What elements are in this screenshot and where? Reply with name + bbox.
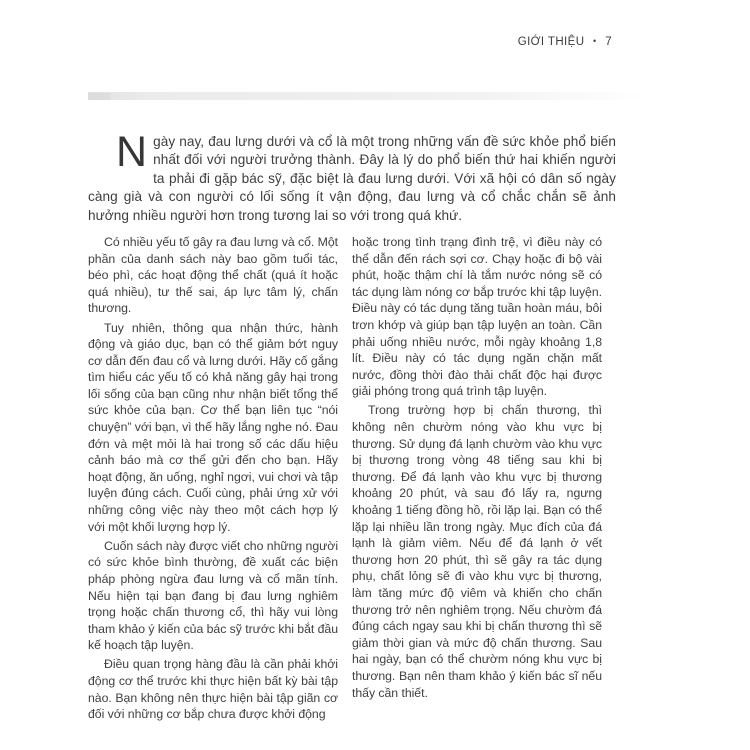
- section-title: GIỚI THIỆU: [517, 36, 585, 48]
- body-paragraph: Tuy nhiên, thông qua nhận thức, hành động và giáo dục, bạn có thể giảm bớt nguy cơ dẫn đến đau cổ và lưng dưới. Hãy cố gắng tìm hiểu các yếu tố có khả năng gây hại trong lối sống của bạn cũng như nhận biết tổng thể sức khỏe của bạn. Cơ thể bạn liên tục “nói chuyện” với bạn, vì thế hãy lắng nghe nó. Đau đớn và mệt mỏi là hai trong số các dấu hiệu cảnh báo mà cơ thể gửi đến cho bạn. Hãy hoạt động, ăn uống, nghỉ ngơi, vui chơi và tập luyện đúng cách. Cuối cùng, phải ứng xử với những công việc này theo một cách hợp lý với một khối lượng hợp lý.: [88, 320, 338, 534]
- intro-paragraph: [88, 128, 616, 225]
- page-number: 7: [605, 36, 612, 48]
- intro-text: gày nay, đau lưng dưới và cổ là một trong những vấn đề sức khỏe phổ biến nhất đối với người trưởng thành. Đây là lý do phổ biến thứ hai khiến người ta phải đi gặp bác sỹ, đặc biệt là đau lưng dưới. Với xã hội có dân số ngày càng già và con người có lối sống ít vận động, đau lưng và cổ chắc chắn sẽ ảnh hưởng nhiều người hơn trong tương lai so với trong quá khứ.: [88, 134, 616, 223]
- left-column: [88, 234, 338, 725]
- right-column: [352, 234, 602, 725]
- body-paragraph: Cuốn sách này được viết cho những người có sức khỏe bình thường, đề xuất các biện pháp phòng ngừa đau lưng và cổ mãn tính. Nếu hiện tại bạn đang bị đau lưng nghiêm trọng hoặc chấn thương cổ, thì hãy vui lòng tham khảo ý kiến của bác sỹ trước khi bắt đầu kế hoạch tập luyện.: [88, 538, 338, 653]
- body-paragraph: Có nhiều yếu tố gây ra đau lưng và cổ. Một phần của danh sách này bao gồm tuổi tác, béo phì, các hoạt động thể chất (quá ít hoặc quá nhiều), tư thế sai, áp lực tâm lý, chấn thương.: [88, 235, 338, 316]
- drop-cap: N: [116, 128, 148, 176]
- body-paragraph: Điều quan trọng hàng đầu là cần phải khởi động cơ thể trước khi thực hiện bất kỳ bài tập nào. Bạn không nên thực hiện bài tập giãn cơ đối với những cơ bắp chưa được khởi động: [88, 657, 338, 722]
- scan-artifact-bar: [88, 92, 644, 100]
- body-paragraph: Trong trường hợp bị chấn thương, thì không nên chườm nóng vào khu vực bị thương. Sử dụng đá lạnh chườm vào khu vực bị thương trong vòng 48 tiếng sau khi bị thương. Để đá lạnh vào khu vực bị thương khoảng 20 phút, và sau đó lấy ra, ngưng khoảng 1 tiếng đồng hồ, rồi lặp lại. Bạn có thể lặp lại nhiều lần trong ngày. Mục đích của đá lạnh là giảm viêm. Nếu để đá lạnh ở vết thương hơn 20 phút, thì sẽ gây ra tác dụng phụ, chất lỏng sẽ đi vào khu vực bị thương, làm tăng mức độ viêm và khiến cho chấn thương trở nên nghiêm trọng. Nếu chườm đá đúng cách ngay sau khi bị chấn thương thì sẽ giảm thời gian và mức độ chấn thương. Sau hai ngày, bạn có thể chườm nóng khu vực bị thương. Bạn nên tham khảo ý kiến bác sĩ nếu thấy cần thiết.: [352, 403, 602, 700]
- page-header: [518, 36, 612, 48]
- body-paragraph: hoặc trong tình trạng đình trệ, vì điều này có thể dẫn đến rách sợi cơ. Chạy hoặc đi bộ vài phút, hoặc thậm chí là tắm nước nóng sẽ có tác dụng làm nóng cơ bắp trước khi tập luyện. Điều này có tác dụng tăng tuần hoàn máu, bôi trơn khớp và giúp bạn tập luyện an toàn. Cần phải uống nhiều nước, mỗi ngày khoảng 1,8 lít. Điều này có tác dụng ngăn chặn mất nước, đồng thời đào thải chất độc hại được giải phóng trong quá trình tập luyện.: [352, 235, 602, 399]
- text-columns: [88, 234, 616, 725]
- page-content: [88, 128, 616, 725]
- separator-dot: •: [593, 36, 597, 46]
